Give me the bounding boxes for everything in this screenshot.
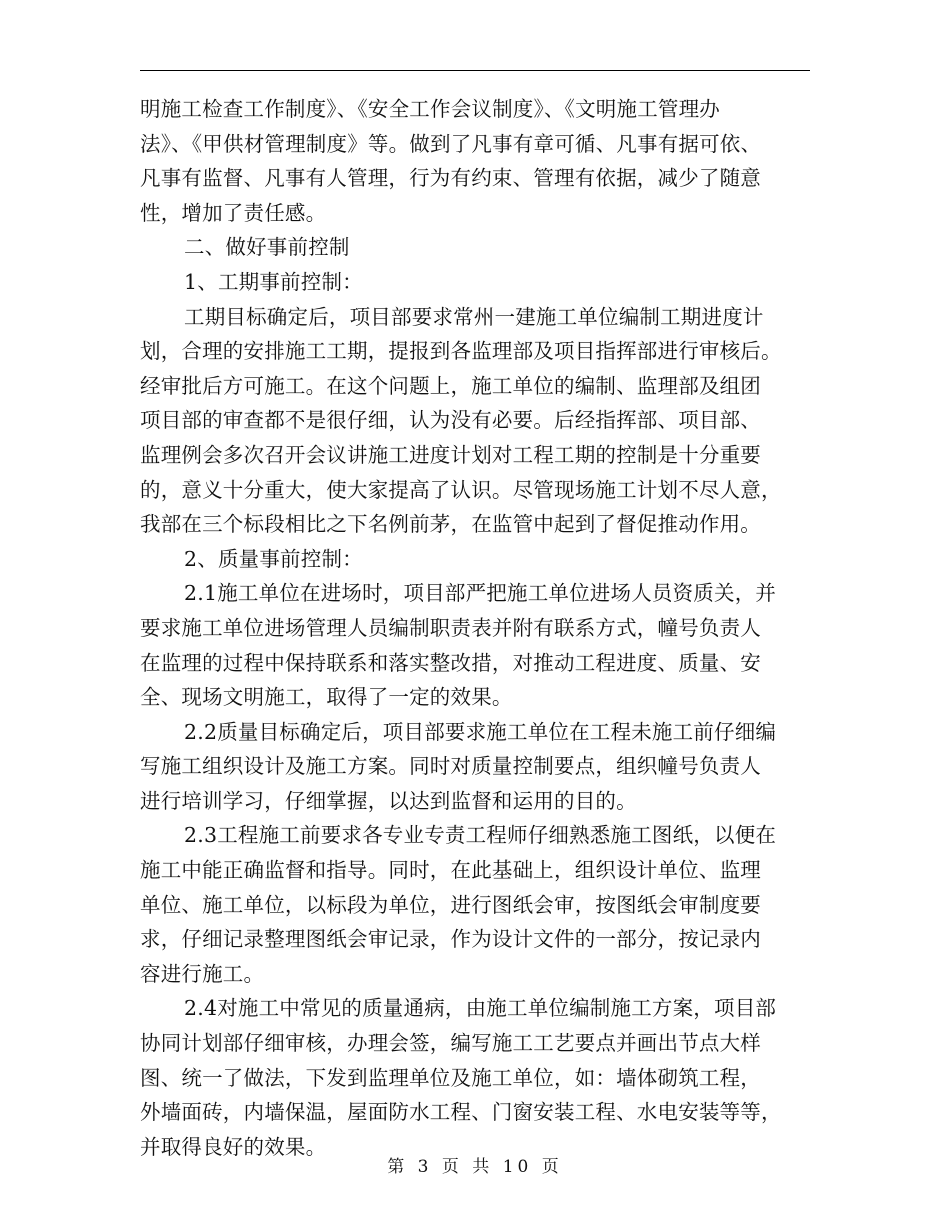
text-line: 监理例会多次召开会议讲施工进度计划对工程工期的控制是十分重要 [140,442,761,467]
text-line: 协同计划部仔细审核，办理会签，编写施工工艺要点并画出节点大样 [140,1031,761,1056]
text-line: 施工中能正确监督和指导。同时，在此基础上，组织设计单位、监理 [140,858,761,883]
text-line: 2.3工程施工前要求各专业专责工程师仔细熟悉施工图纸，以便在 [184,823,777,848]
text-line: 2.2质量目标确定后，项目部要求施工单位在工程未施工前仔细编 [184,719,777,744]
text-line: 写施工组织设计及施工方案。同时对质量控制要点，组织幢号负责人 [140,754,761,779]
page-number: 第 3 页 共 10 页 [387,1157,563,1177]
text-line: 2.1施工单位在进场时，项目部严把施工单位进场人员资质关，并 [184,581,777,606]
text-line: 项目部的审查都不是很仔细，认为没有必要。后经指挥部、项目部、 [140,408,761,433]
text-line: 进行培训学习，仔细掌握，以达到监督和运用的目的。 [140,788,637,813]
text-line: 2.4对施工中常见的质量通病，由施工单位编制施工方案，项目部 [184,996,777,1021]
text-line: 工期目标确定后，项目部要求常州一建施工单位编制工期进度计 [184,304,764,329]
text-line: 二、做好事前控制 [184,235,350,260]
text-line: 明施工检查工作制度》、《安全工作会议制度》、《文明施工管理办 [140,97,720,121]
document-body [140,92,812,1164]
text-line: 求，仔细记录整理图纸会审记录，作为设计文件的一部分，按记录内 [140,927,761,952]
text-line: 我部在三个标段相比之下名例前茅，在监管中起到了督促推动作用。 [140,512,761,537]
text-line: 的，意义十分重大，使大家提高了认识。尽管现场施工计划不尽人意， [140,477,782,502]
text-line: 性，增加了责任感。 [140,200,327,225]
text-line: 单位、施工单位，以标段为单位，进行图纸会审，按图纸会审制度要 [140,892,761,917]
header-rule [140,70,810,71]
text-line: 划，合理的安排施工工期，提报到各监理部及项目指挥部进行审核后。 [140,339,782,364]
text-line: 容进行施工。 [140,961,265,986]
text-line: 图、统一了做法，下发到监理单位及施工单位，如：墙体砌筑工程， [140,1065,761,1090]
text-line: 2、质量事前控制： [184,546,363,571]
text-line: 经审批后方可施工。在这个问题上，施工单位的编制、监理部及组团 [140,373,761,398]
text-line: 并取得良好的效果。 [140,1134,327,1159]
text-line: 全、现场文明施工，取得了一定的效果。 [140,685,513,710]
text-line: 要求施工单位进场管理人员编制职责表并附有联系方式，幢号负责人 [140,615,761,640]
text-line: 1、工期事前控制： [184,269,363,294]
text-line: 法》、《甲供材管理制度》等。做到了凡事有章可循、凡事有据可依、 [140,131,762,156]
text-line: 凡事有监督、凡事有人管理，行为有约束、管理有依据，减少了随意 [140,166,761,191]
text-line: 在监理的过程中保持联系和落实整改措，对推动工程进度、质量、安 [140,650,761,675]
text-line: 外墙面砖，内墙保温，屋面防水工程、门窗安装工程、水电安装等等， [140,1100,782,1125]
